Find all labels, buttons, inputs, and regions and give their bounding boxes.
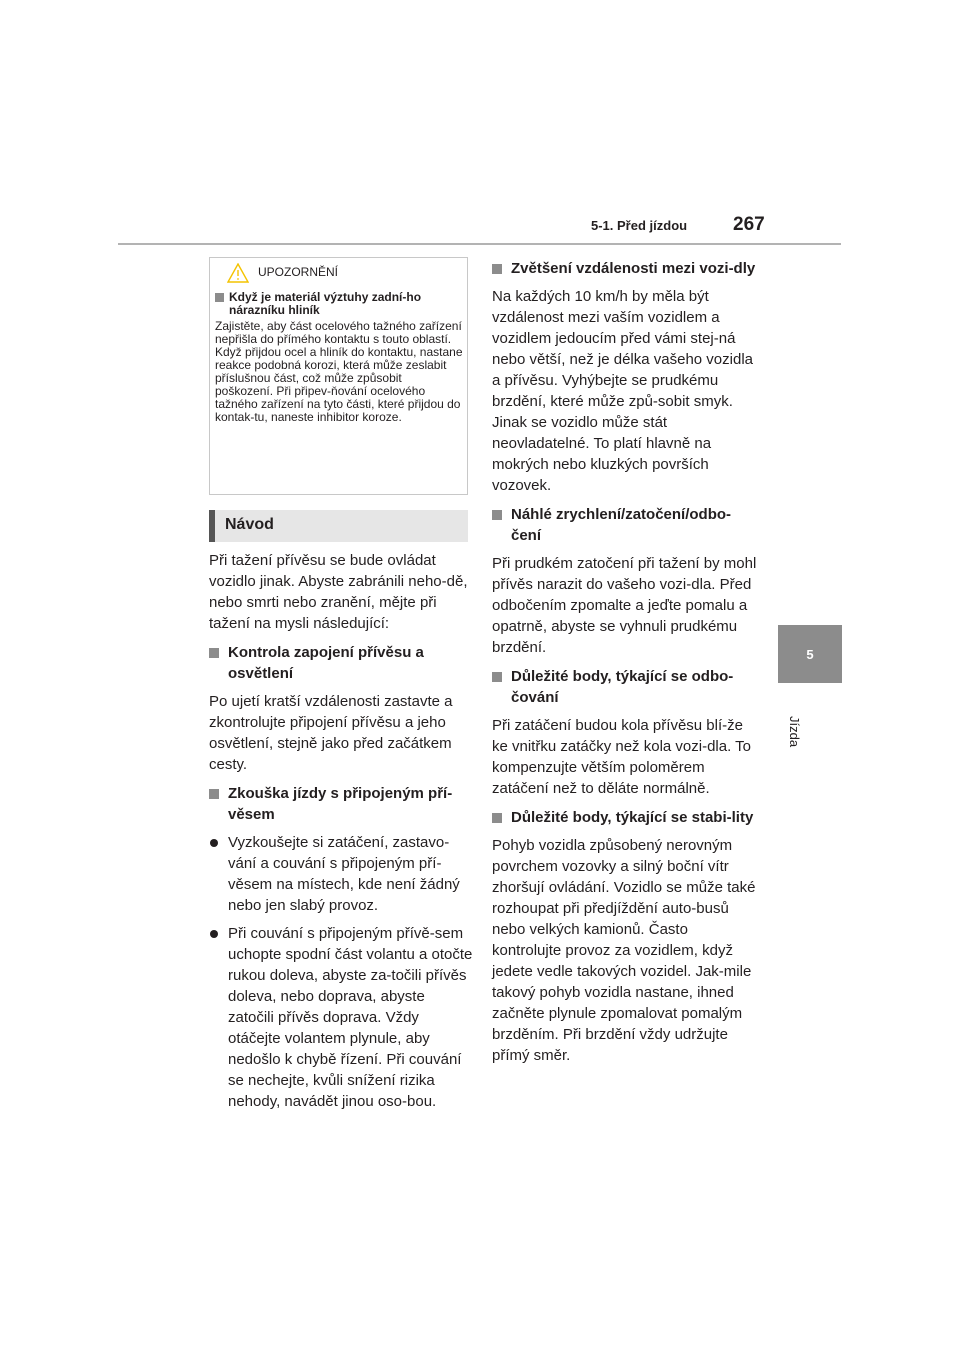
bullet-item	[209, 923, 474, 1112]
warning-paragraph: Zajistěte, aby část ocelového tažného zařízení nepřišla do přímého kontaktu s touto oblastí.	[215, 319, 462, 346]
warning-subtitle	[215, 291, 463, 317]
section-heading	[209, 642, 474, 684]
chapter-tab	[778, 625, 842, 683]
section-heading	[492, 258, 757, 279]
heading-text: Důležité body, týkající se odbo-čování	[511, 668, 734, 706]
square-bullet-icon	[492, 813, 502, 823]
bullet-dot-icon	[210, 839, 218, 847]
warning-paragraph: Když přijdou ocel a hliník do kontaktu, nastane reakce podobná korozi, která může zeslabit příslušnou část, což může způsobit poškození. Při připev-ňování ocelového tažného zařízení na tyto části, které přijdou do kontak-tu, naneste inhibitor koroze.	[215, 345, 463, 424]
header-rule	[118, 243, 841, 245]
bullet-dot-icon	[210, 930, 218, 938]
intro-paragraph: Při tažení přívěsu se bude ovládat vozidlo jinak. Abyste zabránili neho-dě, nebo smrti nebo zranění, mějte při tažení na mysli následující:	[209, 552, 468, 632]
section-heading	[492, 666, 757, 708]
body-paragraph: Při zatáčení budou kola přívěsu blí-že ke vnitřku zatáčky než kola vozi-dla. To kompenzujte větším poloměrem zatáčení než to děláte normálně.	[492, 717, 752, 797]
heading-text: Zvětšení vzdálenosti mezi vozi-dly	[511, 260, 756, 277]
warning-header	[210, 258, 467, 286]
square-bullet-icon	[492, 510, 502, 520]
warning-title: UPOZORNĚNÍ	[258, 265, 339, 279]
bullet-item	[209, 832, 474, 916]
navod-title: Návod	[225, 516, 274, 533]
square-bullet-icon	[492, 672, 502, 682]
section-title: 5-1. Před jízdou	[591, 218, 688, 233]
warning-content	[215, 291, 463, 424]
heading-text: Důležité body, týkající se stabi-lity	[511, 809, 754, 826]
warning-triangle-icon	[227, 263, 249, 283]
heading-text: Zkouška jízdy s připojeným pří-věsem	[228, 785, 453, 823]
body-paragraph: Na každých 10 km/h by měla být vzdálenost mezi vaším vozidlem a vozidlem jedoucím před vámi stej-ná nebo větší, než je délka vašeho vozidla a přívěsu. Vyhýbejte se prudkému brzdění, které může způ-sobit smyk. Jinak se vozidlo může stát neovladatelné. To platí hlavně na mokrých nebo kluzkých površích vozovek.	[492, 288, 753, 494]
left-column	[209, 550, 474, 1119]
warning-box	[209, 257, 468, 495]
body-paragraph: Pohyb vozidla způsobený nerovným povrchem vozovky a silný boční vítr zhoršují ovládání. Vozidlo se může také rozhoupat při předjíždění auto-busů nebo velkých kamionů. Často kontrolujte provoz za vozidlem, když jedete vedle takových vozidel. Jak-mile takový pohyb vozidla nastane, ihned začněte plynule zpomalovat pomalým brzděním. Při brzdění vždy udržujte přímý směr.	[492, 837, 756, 1064]
body-paragraph: Při prudkém zatočení při tažení by mohl přívěs narazit do vašeho vozi-dla. Před odbočením zpomalte a jeďte pomalu a opatrně, abyste se vyhnuli prudkému brzdění.	[492, 555, 757, 656]
section-heading	[492, 504, 757, 546]
bullet-text: Vyzkoušejte si zatáčení, zastavo-vání a couvání s připojeným pří-věsem na místech, kde není žádný nebo jen slabý provoz.	[228, 834, 460, 914]
square-bullet-icon	[492, 264, 502, 274]
chapter-label: Jízda	[787, 716, 802, 748]
square-bullet-icon	[209, 648, 219, 658]
right-column	[492, 258, 757, 1074]
warning-subtitle-text: Když je materiál výztuhy zadní-ho nárazníku hliník	[229, 290, 422, 317]
section-heading	[492, 807, 757, 828]
navod-heading	[209, 510, 468, 542]
heading-text: Kontrola zapojení přívěsu a osvětlení	[228, 644, 424, 682]
section-heading	[209, 783, 474, 825]
heading-text: Náhlé zrychlení/zatočení/odbo-čení	[511, 506, 732, 544]
bullet-text: Při couvání s připojeným přívě-sem uchopte spodní část volantu a otočte rukou doleva, abyste za-točili přívěs doleva, nebo doprava, abyste zatočili přívěs doprava. Vždy otáčejte volantem plynule, aby nedošlo k chybě řízení. Při couvání se nechejte, kvůli snížení rizika nehody, navádět jinou oso-bou.	[228, 925, 473, 1110]
body-paragraph: Po ujetí kratší vzdálenosti zastavte a zkontrolujte připojení přívěsu a jeho osvětlení, stejně jako před začátkem cesty.	[209, 693, 453, 773]
square-bullet-icon	[209, 789, 219, 799]
chapter-number: 5	[806, 646, 814, 662]
square-bullet-icon	[215, 293, 224, 302]
page-number: 267	[733, 214, 765, 235]
